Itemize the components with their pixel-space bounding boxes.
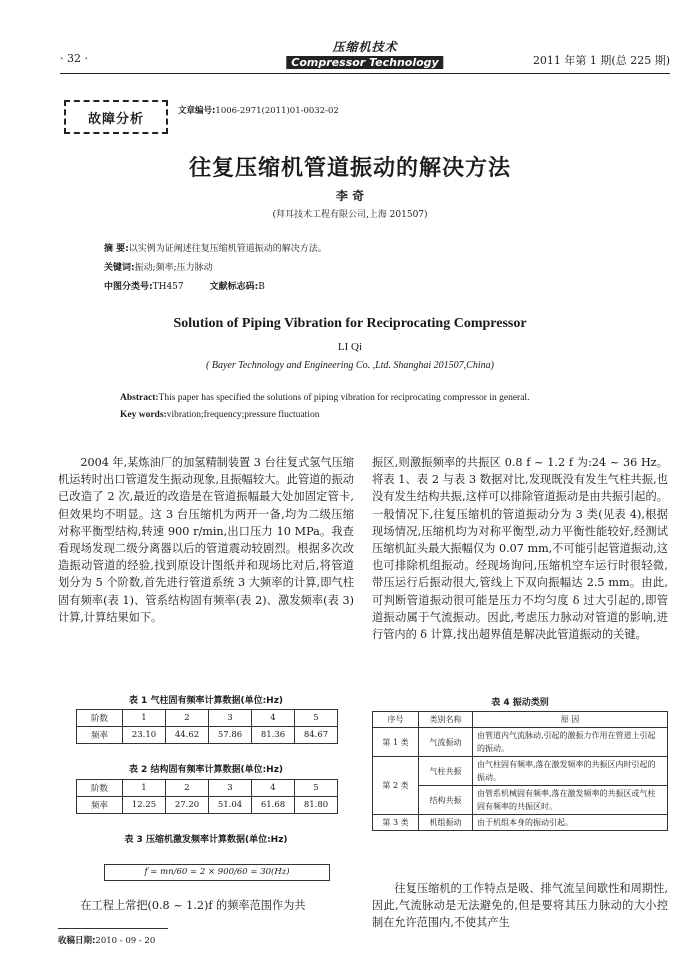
table-cell: 由于机组本身的振动引起。 (473, 815, 668, 831)
table4-header-reason: 原 因 (473, 712, 668, 728)
table-cell: 57.86 (209, 727, 252, 744)
table4-header-no: 序号 (373, 712, 419, 728)
table2-value-row (77, 797, 338, 814)
table-cell: 气流振动 (419, 728, 473, 757)
footnote-divider (58, 928, 168, 929)
title-cn: 往复压缩机管道振动的解决方法 (188, 156, 511, 181)
column-tag: 故障分析 (64, 100, 168, 134)
table-cell: 第 2 类 (373, 757, 419, 815)
table-cell: 由管道内气流脉动,引起的激振力作用在管道上引起的振动。 (473, 728, 668, 757)
abstract-cn-text: 以实例为证阐述往复压缩机管道振动的解决方法。 (128, 244, 327, 254)
table1-value-row (77, 727, 338, 744)
abstract-cn (104, 241, 327, 254)
keywords-cn-label: 关键词: (104, 263, 135, 273)
table2-caption: 表 2 结构固有频率计算数据(单位:Hz) (128, 765, 284, 775)
clc-label: 中图分类号: (104, 282, 153, 292)
received-date (58, 934, 155, 946)
table2 (76, 779, 338, 814)
table-cell: 4 (252, 780, 295, 797)
abstract-en-text: This paper has specified the solutions of piping vibration for reciprocating compressor in general. (158, 393, 530, 403)
table-cell: 51.04 (209, 797, 252, 814)
table-cell: 1 (123, 710, 166, 727)
table3-caption: 表 3 压缩机激发频率计算数据(单位:Hz) (124, 835, 288, 845)
table-cell: 由气柱固有频率,落在激发频率的共振区内时引起的振动。 (473, 757, 668, 786)
journal-logo (286, 38, 443, 69)
table-cell: 第 1 类 (373, 728, 419, 757)
classification (104, 279, 265, 292)
body-right-bottom: 往复压缩机的工作特点是吸、排气流呈间歇性和周期性,因此,气流脉动是无法避免的,但是要将其压力脉动的大小控制在允许范围内,不使其产生 (372, 882, 668, 930)
table-cell: 12.25 (123, 797, 166, 814)
received-date-label: 收稿日期: (58, 936, 96, 946)
table-cell: 81.36 (252, 727, 295, 744)
body-left-paragraph: 2004 年,某炼油厂的加氢精制装置 3 台往复式氢气压缩机运转时出口管道发生振动现象,且振幅较大。此管道的振动已改造了 2 次,最近的改造是在管道振幅最大处加固定管卡,但效果均不明显。这 3 台压缩机为两开一备,均为二级压缩对称平衡型结构,转速 900 r/min,出口压力 10 MPa。我查看现场发现二级分离器以后的管道震动较剧烈。根据多次改造振动管道的经验,找到原设计图纸并和现场比对后,将管道划分为 5 个阶数,首先进行管道系统 3 大频率的计算,即气柱固有频率(表 1)、管系结构固有频率(表 2)、激发频率(表 3)计算,计算结果如下。 (58, 456, 354, 624)
page-header (60, 38, 670, 72)
abstract-en-label: Abstract: (120, 393, 159, 403)
page-number: · 32 · (60, 52, 88, 65)
table-row (373, 815, 668, 831)
title-en: Solution of Piping Vibration for Reciprocating Compressor (173, 316, 527, 331)
table-cell: 23.10 (123, 727, 166, 744)
table1-caption: 表 1 气柱固有频率计算数据(单位:Hz) (128, 696, 284, 706)
author-cn: 李 奇 (335, 189, 365, 203)
table-cell: 由管系机械固有频率,落在激发频率的共振区或气柱固有频率的共振区时。 (473, 786, 668, 815)
body-left-bottom: 在工程上常把(0.8 ~ 1.2)f 的频率范围作为共 (80, 899, 306, 912)
keywords-en (120, 410, 319, 420)
table-cell: 5 (295, 780, 338, 797)
table4-header-row (373, 712, 668, 728)
keywords-cn-text: 振动;频率;压力脉动 (134, 263, 213, 273)
body-right-paragraph: 振区,则激振频率的共振区 0.8 f ~ 1.2 f 为:24 ~ 36 Hz。将表 1、表 2 与表 3 数据对比,发现既没有发生气柱共振,也没有发生结构共振,这样可以排除管道振动是由共振引起的。一般情况下,往复压缩机的管道振动分为 3 类(见表 4),根据现场情况,压缩机均为对称平衡型,动力平衡性能较好,经测试压缩机缸头最大振幅仅为 0.07 mm,不可能引起管道振动,这也可排除机组振动。经现场询问,压缩机空车运行时很轻微,带压运行后振动很大,管线上下双向振幅达 2.5 mm。由此,可判断管道振动很可能是压力不均匀度 δ 过大引起的,即管道振动属于气流振动。因此,考虑压力脉动对管道的影响,进行管内的 δ 计算,找出超界值是解决此管道振动的关键。 (372, 456, 668, 642)
keywords-en-label: Key words: (120, 410, 167, 420)
table-cell: 84.67 (295, 727, 338, 744)
table-cell: 1 (123, 780, 166, 797)
table2-row-label: 阶数 (77, 780, 123, 797)
article-number (178, 104, 339, 116)
table-cell: 2 (166, 710, 209, 727)
table4-caption: 表 4 振动类别 (491, 698, 549, 708)
abstract-cn-label: 摘 要: (104, 244, 129, 254)
table-row (373, 728, 668, 757)
article-number-label: 文章编号: (178, 106, 216, 116)
abstract-en (120, 393, 529, 403)
table-cell: 27.20 (166, 797, 209, 814)
doc-code-label: 文献标志码: (209, 282, 259, 292)
table-cell: 4 (252, 710, 295, 727)
received-date-value: 2010 - 09 - 20 (95, 936, 156, 946)
table-cell: 气柱共振 (419, 757, 473, 786)
author-en: LI Qi (337, 341, 363, 353)
keywords-en-text: vibration;frequency;pressure fluctuation (166, 410, 320, 420)
table-cell: 3 (209, 710, 252, 727)
article-number-value: 1006-2971(2011)01-0032-02 (215, 106, 339, 116)
keywords-cn (104, 260, 213, 273)
table-cell: 81.80 (295, 797, 338, 814)
table-cell: 第 3 类 (373, 815, 419, 831)
table-cell: 3 (209, 780, 252, 797)
issue-info: 2011 年第 1 期(总 225 期) (532, 54, 670, 67)
table2-order-row (77, 780, 338, 797)
table4-header-name: 类别名称 (419, 712, 473, 728)
table1 (76, 709, 338, 744)
table1-order-row (77, 710, 338, 727)
doc-code-value: B (258, 282, 265, 292)
table-cell: 结构共振 (419, 786, 473, 815)
table1-row-label: 频率 (77, 727, 123, 744)
table3-formula: f = mn/60 = 2 × 900/60 = 30(Hz) (104, 864, 330, 881)
table2-row-label: 频率 (77, 797, 123, 814)
table-cell: 机组振动 (419, 815, 473, 831)
table1-row-label: 阶数 (77, 710, 123, 727)
table4 (372, 711, 668, 831)
table-cell: 5 (295, 710, 338, 727)
table-cell: 2 (166, 780, 209, 797)
table-row (373, 757, 668, 786)
affiliation-en: ( Bayer Technology and Engineering Co. ,Ltd. Shanghai 201507,China) (206, 360, 494, 371)
affiliation-cn: (拜耳技术工程有限公司,上海 201507) (272, 210, 428, 220)
table-cell: 61.68 (252, 797, 295, 814)
table-cell: 44.62 (166, 727, 209, 744)
logo-title-cn: 压缩机技术 (332, 40, 398, 54)
logo-title-en: Compressor Technology (286, 56, 443, 69)
clc-value: TH457 (152, 282, 184, 292)
header-divider (60, 73, 670, 74)
